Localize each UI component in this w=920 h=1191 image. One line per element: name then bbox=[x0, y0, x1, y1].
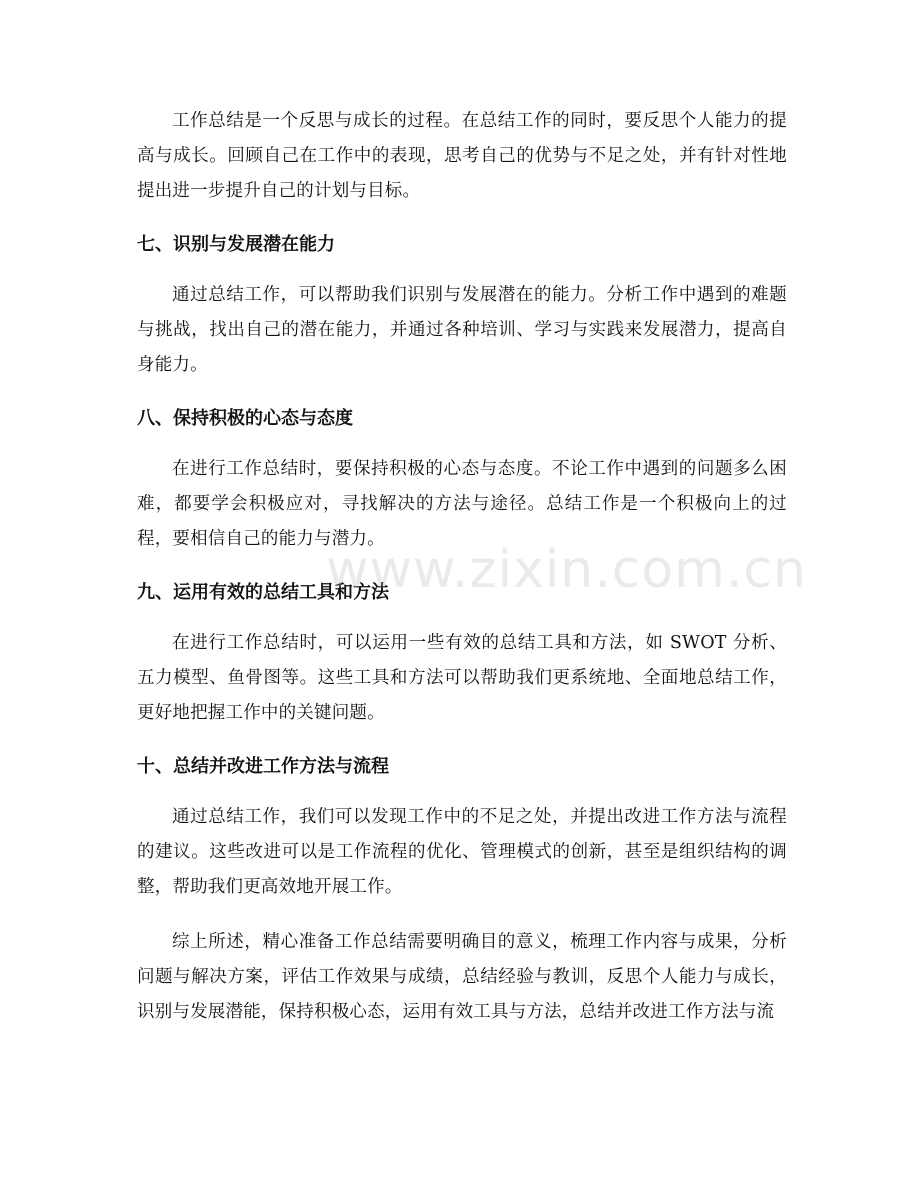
section-heading-10: 十、总结并改进工作方法与流程 bbox=[137, 756, 389, 777]
section-heading-8: 八、保持积极的心态与态度 bbox=[137, 408, 353, 429]
section-heading-7: 七、识别与发展潜在能力 bbox=[137, 234, 335, 255]
paragraph-reflection: 工作总结是一个反思与成长的过程。在总结工作的同时，要反思个人能力的提高与成长。回顾自己在工作中的表现，思考自己的优势与不足之处，并有针对性地提出进一步提升自己的计划与目标。 bbox=[137, 111, 787, 201]
paragraph-improvement: 通过总结工作，我们可以发现工作中的不足之处，并提出改进工作方法与流程的建议。这些改进可以是工作流程的优化、管理模式的创新，甚至是组织结构的调整，帮助我们更高效地开展工作。 bbox=[137, 807, 787, 897]
watermark-text: www.zixin.com.cn bbox=[326, 540, 807, 600]
paragraph-attitude: 在进行工作总结时，要保持积极的心态与态度。不论工作中遇到的问题多么困难，都要学会积极应对，寻找解决的方法与途径。总结工作是一个积极向上的过程，要相信自己的能力与潜力。 bbox=[137, 459, 787, 549]
paragraph-potential: 通过总结工作，可以帮助我们识别与发展潜在的能力。分析工作中遇到的难题与挑战，找出自己的潜在能力，并通过各种培训、学习与实践来发展潜力，提高自身能力。 bbox=[137, 285, 787, 375]
paragraph-gap bbox=[137, 905, 787, 925]
paragraph-summary: 综上所述，精心准备工作总结需要明确目的意义，梳理工作内容与成果，分析问题与解决方案，评估工作效果与成绩，总结经验与教训，反思个人能力与成长，识别与发展潜能，保持积极心态，运用有效工具与方法，总结并改进工作方法与流 bbox=[137, 932, 787, 1022]
paragraph-tools: 在进行工作总结时，可以运用一些有效的总结工具和方法，如 SWOT 分析、五力模型、鱼骨图等。这些工具和方法可以帮助我们更系统地、全面地总结工作，更好地把握工作中的关键问题。 bbox=[137, 633, 787, 723]
section-heading-9: 九、运用有效的总结工具和方法 bbox=[137, 582, 389, 603]
